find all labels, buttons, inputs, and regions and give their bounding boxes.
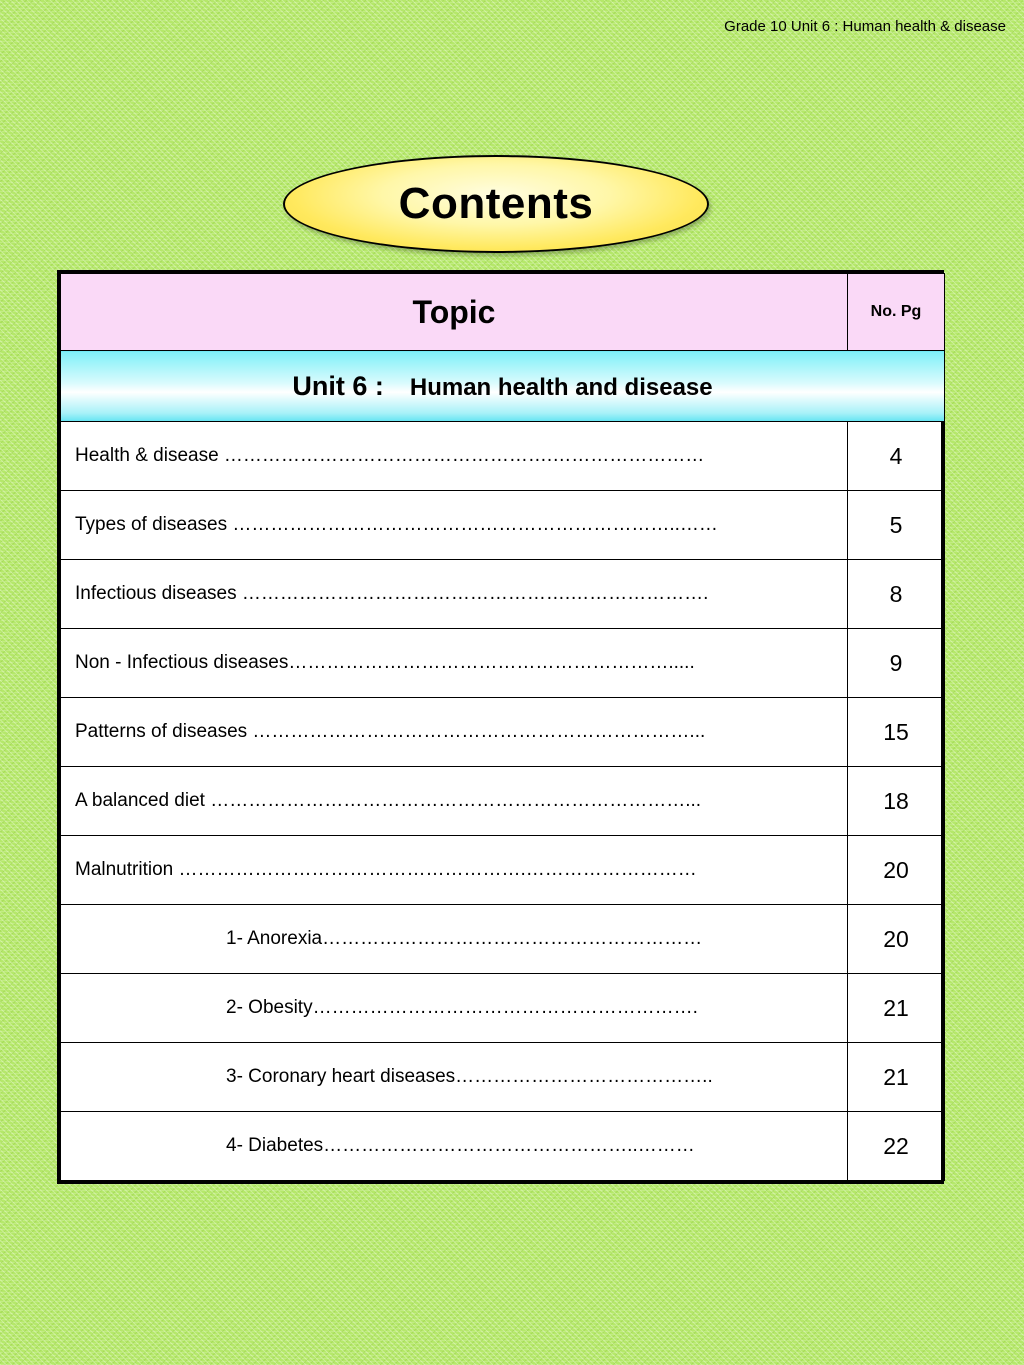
page-cell: 20	[848, 905, 945, 974]
topic-cell: Health & disease …………………………………………….……………………	[61, 422, 848, 491]
page-cell: 21	[848, 1043, 945, 1112]
table-row	[61, 560, 945, 629]
table-row	[61, 422, 945, 491]
topic-cell: Malnutrition ……………………………………………….………………………	[61, 836, 848, 905]
table-row	[61, 1112, 945, 1181]
page-cell: 9	[848, 629, 945, 698]
page-cell: 21	[848, 974, 945, 1043]
page-title: Contents	[398, 179, 594, 228]
column-header-page: No. Pg	[848, 274, 945, 351]
page-cell: 8	[848, 560, 945, 629]
topic-cell: Infectious diseases …………………………………………….………………….	[61, 560, 848, 629]
table-row	[61, 629, 945, 698]
page-cell: 5	[848, 491, 945, 560]
table-row	[61, 905, 945, 974]
contents-table	[60, 273, 945, 1181]
topic-cell: Types of diseases ……………………………………………………………..……	[61, 491, 848, 560]
page-cell: 4	[848, 422, 945, 491]
topic-cell: Non - Infectious diseases…………………………………………………….....	[61, 629, 848, 698]
table-row	[61, 1043, 945, 1112]
topic-cell: 3- Coronary heart diseases…………………………………..	[61, 1043, 848, 1112]
page-cell: 15	[848, 698, 945, 767]
table-row	[61, 836, 945, 905]
table-row	[61, 491, 945, 560]
table-header-row	[61, 274, 945, 351]
unit-name: Human health and disease	[409, 373, 713, 401]
column-header-topic: Topic	[61, 274, 848, 351]
topic-cell: 4- Diabetes…………………………………………..………	[61, 1112, 848, 1181]
unit-label: Unit 6 :	[292, 370, 384, 401]
unit-title-row	[61, 351, 945, 422]
topic-cell: A balanced diet …………………………………………………………………...	[61, 767, 848, 836]
topic-cell: 2- Obesity…………………………………………………….	[61, 974, 848, 1043]
unit-title-cell	[61, 351, 945, 422]
table-row	[61, 698, 945, 767]
table-row	[61, 974, 945, 1043]
page-cell: 18	[848, 767, 945, 836]
topic-cell: Patterns of diseases ……………………………………………………………...	[61, 698, 848, 767]
table-row	[61, 767, 945, 836]
contents-table-frame	[57, 270, 944, 1184]
slide-header-note: Grade 10 Unit 6 : Human health & disease	[724, 18, 1006, 35]
contents-table-body	[61, 274, 945, 1181]
page-cell: 22	[848, 1112, 945, 1181]
contents-title-shape	[283, 155, 709, 253]
page-cell: 20	[848, 836, 945, 905]
topic-cell: 1- Anorexia……………………………………………………	[61, 905, 848, 974]
